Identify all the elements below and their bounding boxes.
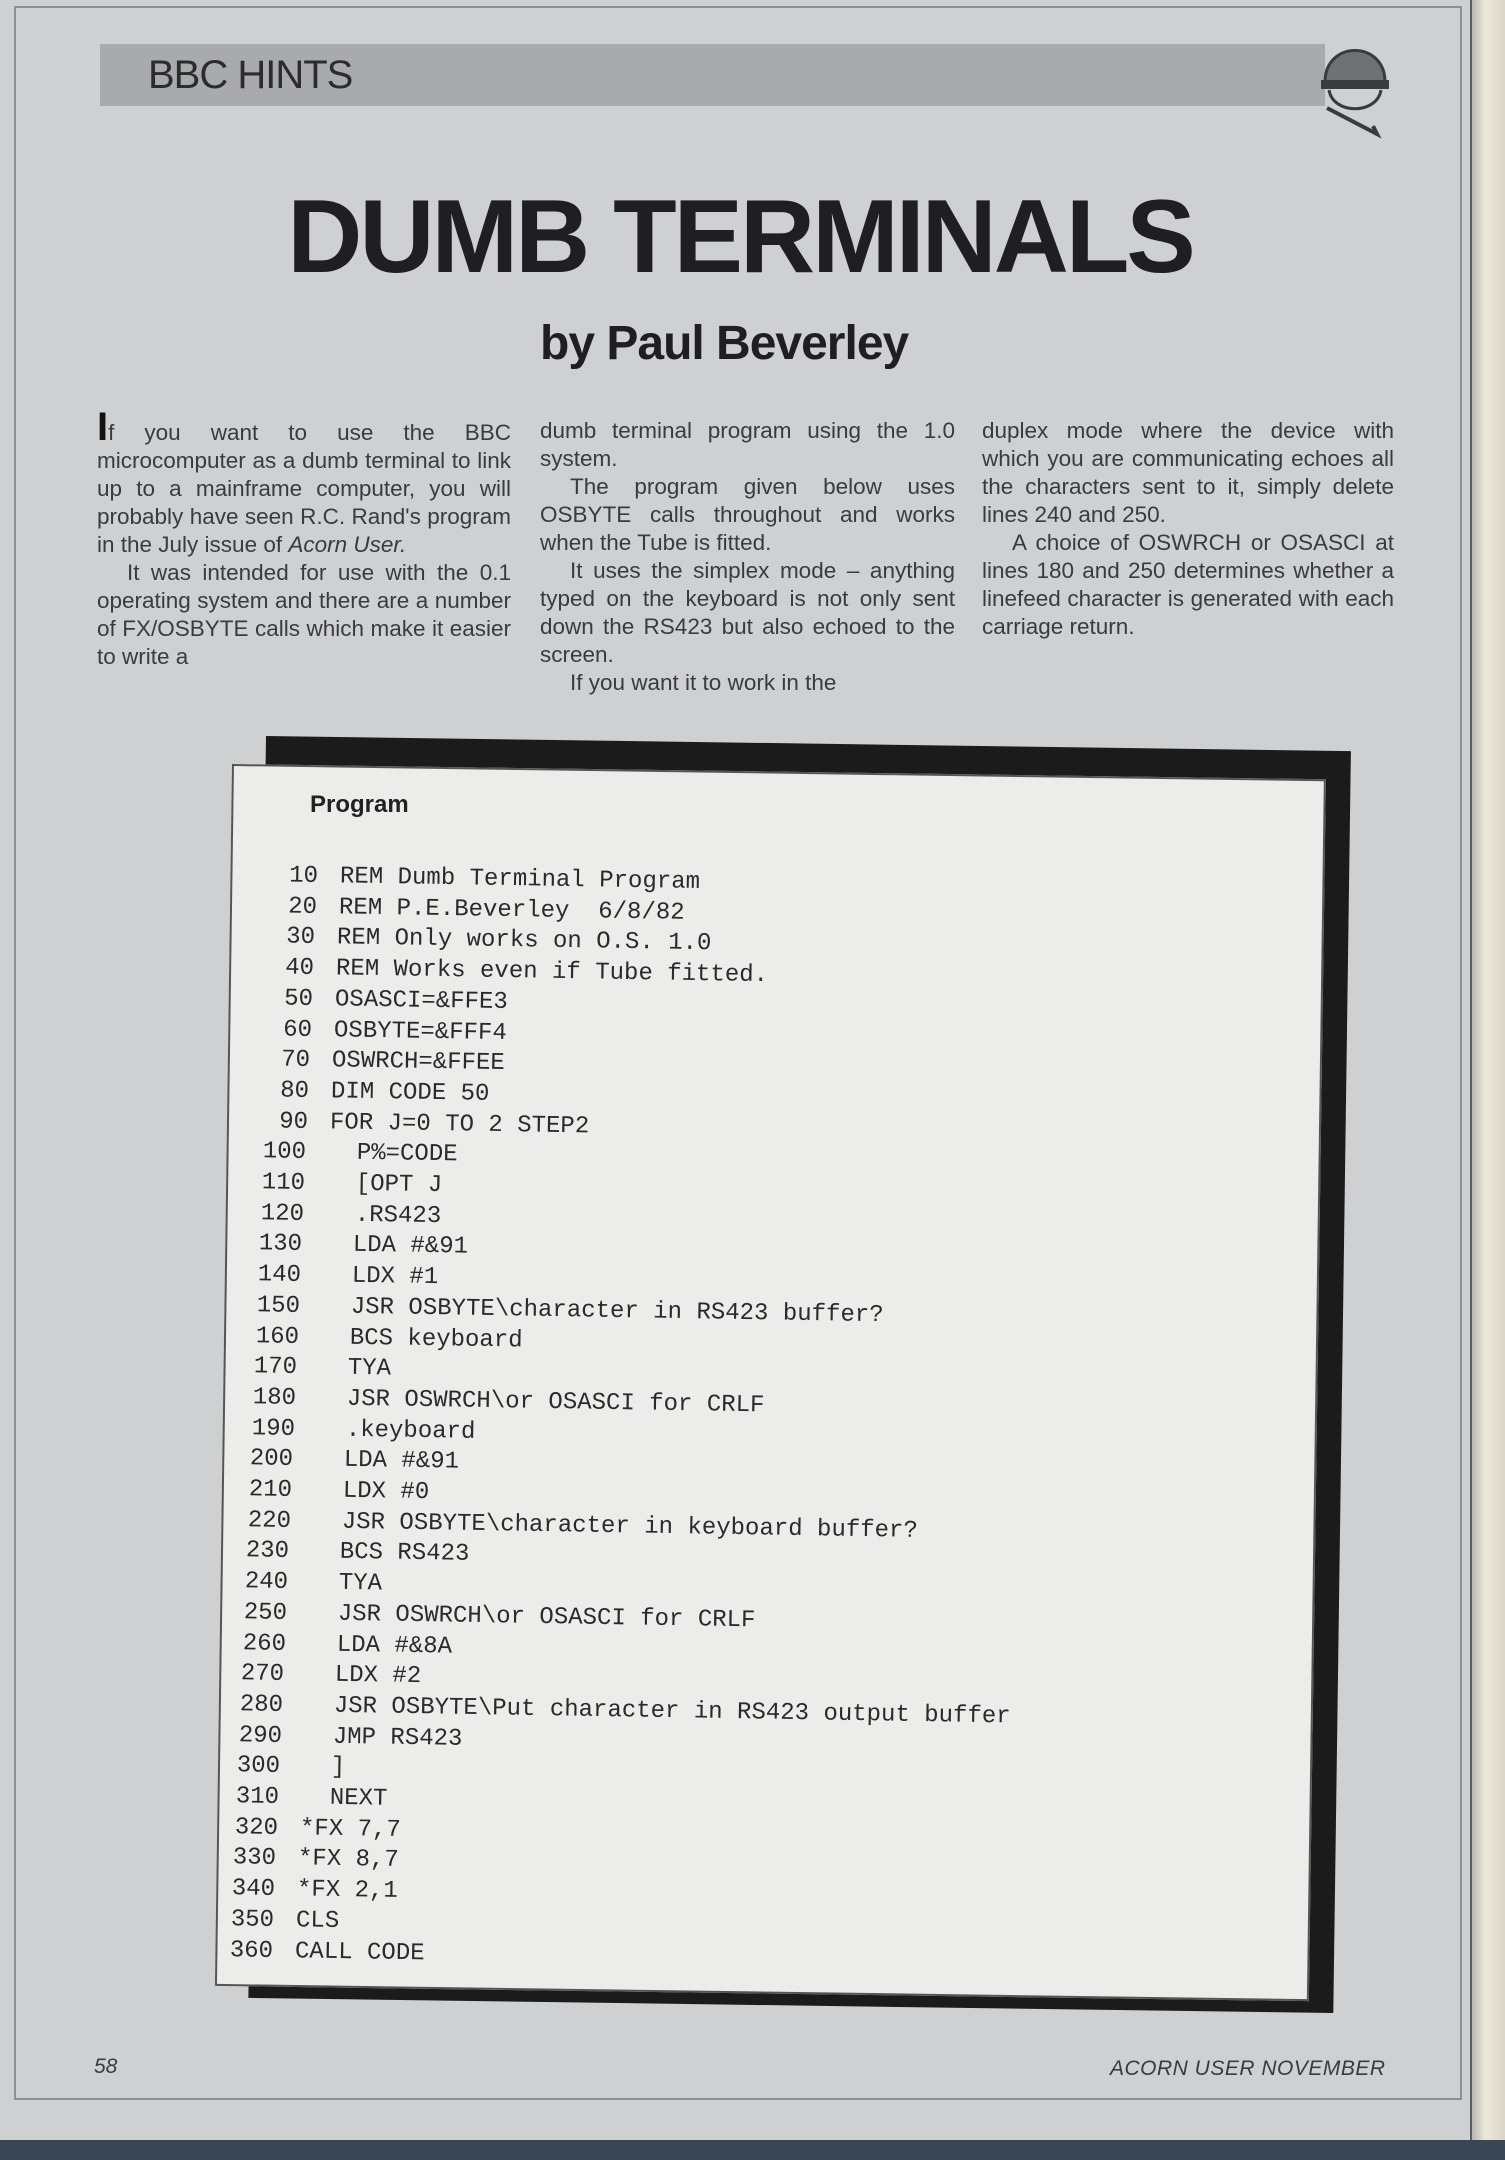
code-line [227, 1537, 470, 1568]
text-column-2 [540, 417, 955, 697]
section-title: BBC HINTS [148, 53, 353, 97]
code-text: TYA [309, 1569, 383, 1598]
line-number: 70 [281, 1046, 311, 1075]
line-number: 60 [282, 1016, 312, 1044]
code-text: LDA #&91 [315, 1446, 460, 1476]
paragraph-text: duplex mode where the device with which you are communicating echoes all the characters sent to it, simply delete lines 240 and 250. [982, 418, 1394, 527]
code-text: *FX 7,7 [299, 1815, 401, 1844]
paragraph [540, 473, 955, 557]
paragraph-text: dumb terminal program using the 1.0 system. [540, 418, 955, 471]
paragraph-text: The program given below uses OSBYTE calls throughout and works when the Tube is fitted. [540, 474, 955, 555]
code-line [247, 1077, 490, 1108]
article-byline: by Paul Beverley [540, 317, 909, 370]
code-line [230, 1476, 430, 1506]
line-number: 310 [235, 1783, 280, 1811]
code-line [213, 1875, 398, 1905]
line-number: 30 [286, 923, 316, 952]
line-number: 290 [238, 1721, 282, 1750]
line-number: 190 [251, 1414, 295, 1443]
code-text: REM P.E.Beverley 6/8/82 [338, 894, 685, 927]
code-text: JSR OSBYTE\character in RS423 buffer? [321, 1293, 884, 1329]
code-text: LDX #2 [305, 1661, 422, 1691]
paragraph [540, 557, 955, 669]
code-text: REM Works even if Tube fitted. [335, 955, 769, 990]
line-number: 250 [243, 1599, 288, 1627]
paragraph [540, 669, 955, 697]
line-number: 350 [230, 1906, 275, 1934]
line-number: 260 [242, 1629, 286, 1658]
program-label: Program [310, 791, 409, 818]
acorn-icon [1315, 30, 1395, 140]
paragraph [982, 417, 1394, 529]
paragraph-text: It uses the simplex mode – anything typed on the keyboard is not only sent down the RS423 but also echoed to the screen. [540, 558, 955, 667]
code-text: BCS keyboard [320, 1323, 523, 1354]
code-line [214, 1844, 399, 1874]
line-number: 80 [279, 1077, 310, 1105]
code-text: REM Only works on O.S. 1.0 [337, 924, 713, 958]
line-number: 50 [283, 985, 314, 1013]
code-line [219, 1722, 462, 1753]
code-line [218, 1752, 346, 1781]
line-number: 200 [249, 1445, 294, 1474]
line-number: 20 [287, 893, 317, 921]
line-number: 240 [244, 1568, 289, 1597]
code-line [244, 1138, 458, 1168]
line-number: 130 [258, 1230, 303, 1259]
paragraph [982, 529, 1394, 641]
code-text: *FX 2,1 [296, 1876, 399, 1905]
code-text: LDA #&8A [307, 1630, 452, 1661]
line-number: 140 [257, 1261, 302, 1290]
code-text: ] [302, 1753, 346, 1782]
code-line [248, 1046, 505, 1077]
code-text: JSR OSBYTE\character in keyboard buffer? [312, 1508, 918, 1545]
line-number: 150 [256, 1292, 301, 1320]
code-text: TYA [318, 1354, 392, 1383]
code-line [239, 1261, 439, 1291]
code-text: JSR OSWRCH\or OSASCI for CRLF [317, 1385, 765, 1420]
article-title: DUMB TERMINALS [287, 179, 1193, 295]
line-number: 210 [248, 1476, 293, 1504]
line-number: 220 [247, 1506, 291, 1535]
code-line [245, 1108, 589, 1140]
magazine-footer: ACORN USER NOVEMBER [1110, 2057, 1386, 2080]
line-number: 160 [255, 1322, 299, 1351]
line-number: 230 [245, 1537, 290, 1566]
page-number: 58 [94, 2055, 118, 2078]
line-number: 110 [261, 1169, 306, 1197]
code-line [222, 1660, 422, 1690]
code-line [215, 1814, 400, 1844]
code-line [241, 1200, 441, 1230]
code-line [235, 1353, 391, 1382]
code-text: LDX #0 [313, 1477, 430, 1507]
code-text: FOR J=0 TO 2 STEP2 [329, 1108, 590, 1140]
code-text: OSWRCH=&FFEE [331, 1047, 506, 1078]
paragraph-text: If you want it to work in the [570, 670, 837, 695]
paragraph-text: A choice of OSWRCH or OSASCI at lines 180 and 250 determines whether a linefeed character is generated with each carriage return. [982, 530, 1394, 639]
line-number: 40 [285, 954, 315, 983]
code-text: OSBYTE=&FFF4 [333, 1016, 507, 1047]
paragraph-text: f you want to use the BBC microcomputer as a dumb terminal to link up to a mainframe computer, you will probably have seen R.C. Rand's program in the July issue of [97, 420, 511, 557]
paragraph [97, 405, 511, 559]
line-number: 320 [234, 1813, 278, 1842]
line-number: 180 [252, 1384, 297, 1412]
line-number: 120 [260, 1199, 304, 1228]
code-text: DIM CODE 50 [330, 1078, 490, 1108]
code-text: LDX #1 [322, 1262, 439, 1292]
code-line [226, 1568, 382, 1597]
line-number: 340 [231, 1875, 276, 1904]
drop-cap: I [97, 405, 109, 449]
code-line [212, 1906, 340, 1935]
code-line [240, 1230, 468, 1261]
line-number: 170 [253, 1353, 298, 1382]
line-number: 90 [278, 1108, 308, 1136]
italic-text: Acorn User. [288, 532, 407, 557]
line-number: 360 [229, 1936, 273, 1965]
code-text: *FX 8,7 [298, 1845, 400, 1875]
code-text: JMP RS423 [303, 1722, 463, 1753]
code-line [217, 1783, 388, 1813]
line-number: 330 [232, 1844, 277, 1873]
paragraph [97, 559, 511, 671]
code-line [236, 1323, 522, 1354]
code-line [249, 1016, 506, 1047]
code-text: LDA #&91 [324, 1231, 469, 1261]
code-line [232, 1415, 475, 1446]
code-text: OSASCI=&FFE3 [334, 986, 508, 1016]
text-column-1 [97, 405, 511, 671]
code-text: JSR OSBYTE\Put character in RS423 output buffer [304, 1692, 1011, 1731]
paragraph [540, 417, 955, 473]
code-text: .keyboard [316, 1415, 476, 1446]
code-line [210, 1937, 424, 1967]
code-text: JSR OSWRCH\or OSASCI for CRLF [308, 1600, 756, 1635]
line-number: 270 [240, 1660, 285, 1689]
code-text: P%=CODE [328, 1139, 459, 1169]
code-text: [OPT J [326, 1170, 443, 1200]
code-text: CALL CODE [294, 1937, 425, 1967]
line-number: 280 [239, 1691, 284, 1719]
line-number: 10 [288, 862, 319, 890]
line-number: 300 [236, 1752, 281, 1781]
code-line [243, 1169, 443, 1199]
text-column-3 [982, 417, 1394, 641]
code-line [251, 985, 508, 1016]
code-line [223, 1630, 451, 1661]
code-line [231, 1445, 459, 1476]
next-page-edge [1472, 0, 1505, 2140]
line-number: 100 [262, 1138, 307, 1167]
code-text: BCS RS423 [311, 1538, 471, 1569]
paragraph-text: It was intended for use with the 0.1 operating system and there are a number of FX/OSBYTE calls which make it easier to write a [97, 560, 511, 669]
code-text: CLS [295, 1907, 340, 1935]
code-text: NEXT [300, 1784, 388, 1813]
code-text: REM Dumb Terminal Program [339, 863, 701, 896]
code-text: .RS423 [325, 1201, 442, 1230]
